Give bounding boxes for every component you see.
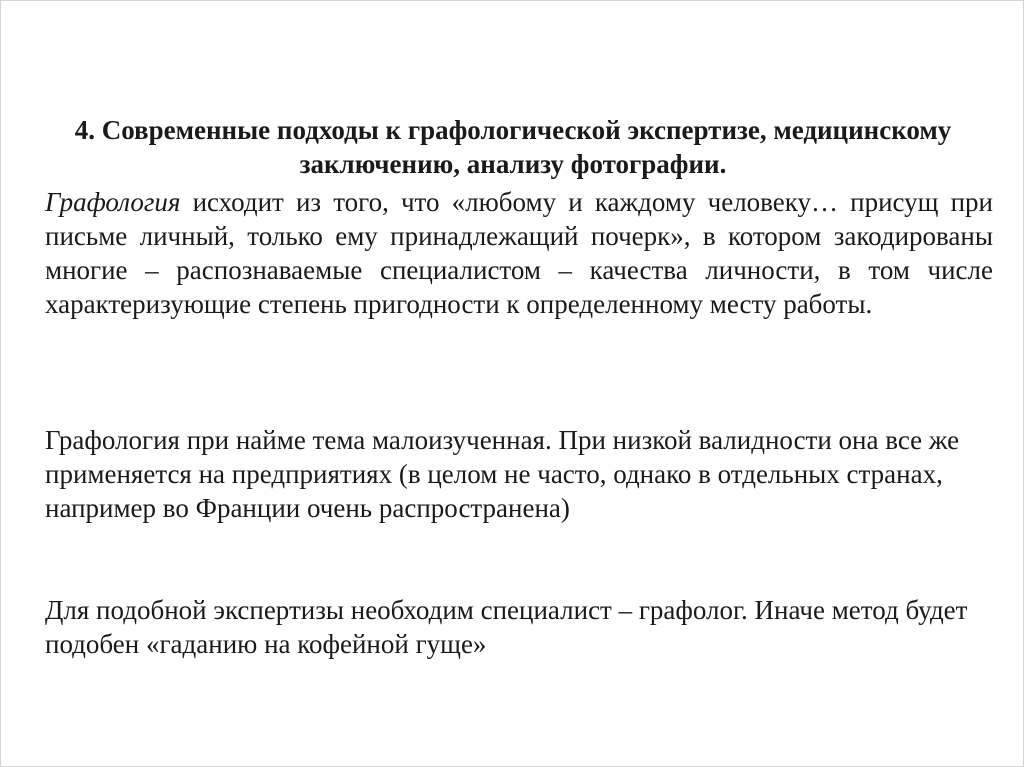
paragraph-graphology-definition-text: исходит из того, что «любому и каждому человеку… присущ при письме личный, только ему принадлежащий почерк», в котором закодированы многие – распознаваемые специалистом – качества личности, в том числе характеризующие степень пригодности к определенному месту работы. [45,187,993,319]
paragraph-graphology-definition [45,185,993,321]
slide-title: 4. Современные подходы к графологической экспертизе, медицинскому заключению, анализу фотографии. [74,115,952,179]
paragraph-specialist-needed: Для подобной экспертизы необходим специалист – графолог. Иначе метод будет подобен «гаданию на кофейной гуще» [45,595,968,659]
paragraph-graphology-hiring: Графология при найме тема малоизученная. При низкой валидности она все же применяется на предприятиях (в целом не часто, однако в отдельных странах, например во Франции очень распространена) [45,425,960,523]
term-graphology: Графология [45,187,181,217]
